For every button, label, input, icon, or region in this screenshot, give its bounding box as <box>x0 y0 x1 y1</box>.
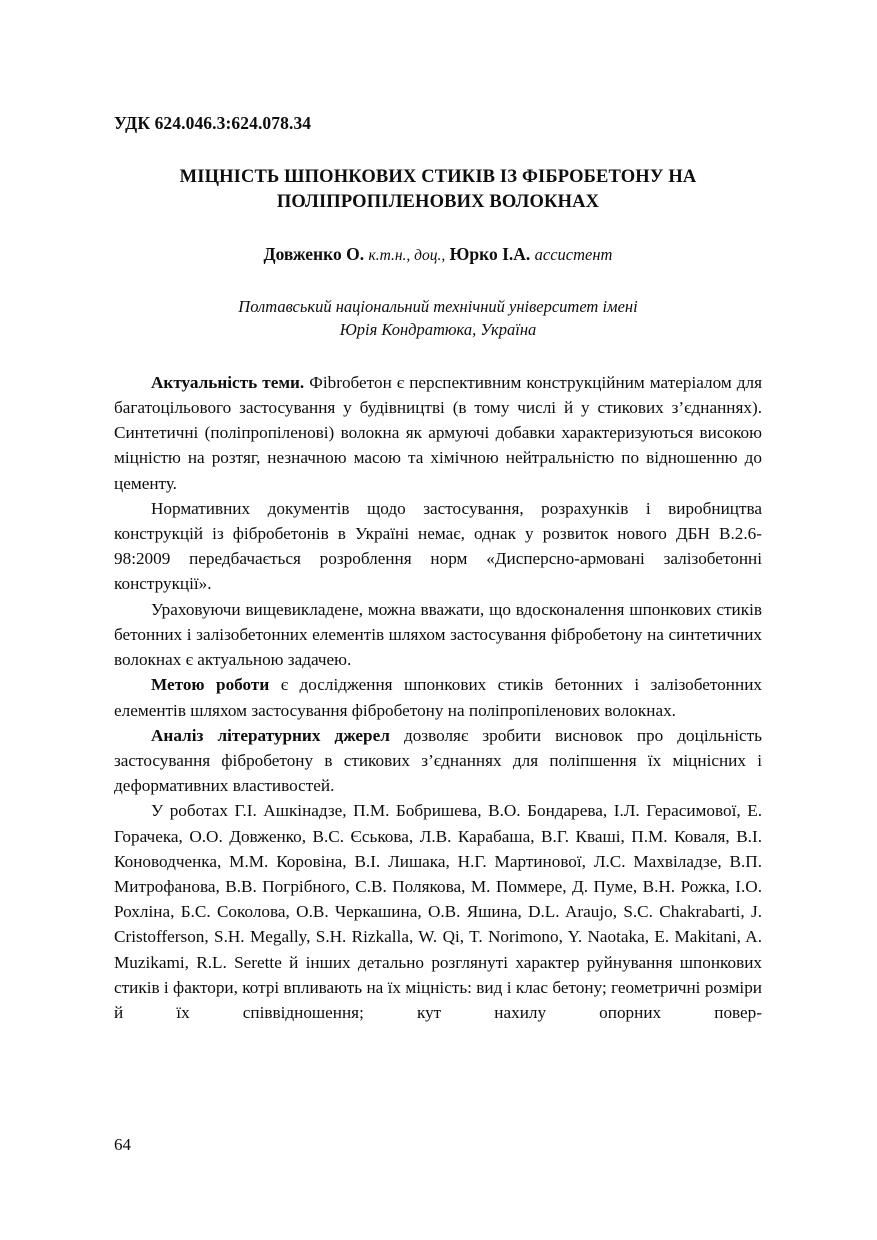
article-body <box>114 370 762 1025</box>
paragraph-researchers-list <box>114 798 762 1025</box>
author-1-degree: к.т.н., доц., <box>368 247 446 265</box>
paragraph-text-researchers: У роботах Г.І. Ашкінадзе, П.М. Бобришева, В.О. Бондарева, І.Л. Герасимової, Е. Горачека, О.О. Довженко, В.С. Єськова, Л.В. Карабаша, В.Г. Кваші, П.М. Коваля, В.І. Коноводченка, М.М. Коровіна, В.І. Лишака, Н.Г. Мартинової, Л.С. Махвіладзе, В.П. Митрофанова, В.В. Погрібного, С.В. Полякова, М. Поммере, Д. Пуме, В.Н. Рожка, І.О. Рохліна, Б.С. Соколова, О.В. Черкашина, О.В. Яшина, D.L. Araujo, S.C. Chakrabarti, J. Cristofferson, S.H. Megally, S.H. Rizkalla, W. Qi, T. Norimono, Y. Naotaka, E. Makitani, A. Muzikami, R.L. Serette й інших детально розглянуті характер руйнування шпонкових стиків і фактори, котрі впливають на їх міцність: вид і клас бетону; геометричні розміри й їх співвідношення; кут нахилу опорних повер- <box>114 801 762 1022</box>
author-byline <box>114 243 762 266</box>
paragraph-literature-analysis <box>114 723 762 799</box>
page-number: 64 <box>114 1135 131 1154</box>
page-content <box>114 113 762 1025</box>
article-title-line-2: ПОЛІПРОПІЛЕНОВИХ ВОЛОКНАХ <box>276 191 600 212</box>
author-2-degree: ассистент <box>534 245 613 265</box>
paragraph-lead-literature: Аналіз літературних джерел <box>151 725 390 745</box>
author-1-name: Довженко О. <box>263 244 365 265</box>
paragraph-text-conclusion-task: Ураховуючи вищевикладене, можна вважати, що вдосконалення шпонкових стиків бетонних і залізобетонних елементів шляхом застосування фібробетону на синтетичних волокнах є актуальною задачею. <box>114 599 762 670</box>
paragraph-text-goal: є дослідження шпонкових стиків бетонних і залізобетонних елементів шляхом застосування фібробетону на поліпропіленових волокнах. <box>114 675 762 720</box>
author-affiliation <box>114 296 762 342</box>
article-title <box>114 165 762 214</box>
paragraph-standards <box>114 496 762 597</box>
paragraph-relevance <box>114 370 762 496</box>
paragraph-text-relevance: Фіbroбетон є перспективним конструкційним матеріалом для багатоцільового застосування у будівництві (в тому числі й у стикових з’єднаннях). Синтетичні (поліпропіленові) волокна як армуючі добавки характеризуються високою міцністю на розтяг, незначною масою та хімічною нейтральністю по відношенню до цементу. <box>114 372 762 493</box>
paragraph-conclusion-task <box>114 597 762 673</box>
article-title-line-1: МІЦНІСТЬ ШПОНКОВИХ СТИКІВ ІЗ ФІБРОБЕТОНУ НА <box>179 167 697 187</box>
paragraph-text-standards: Нормативних документів щодо застосування, розрахунків і виробництва конструкцій із фібробетонів в Україні немає, однак у розвиток нового ДБН В.2.6-98:2009 передбачається розроблення норм «Дисперсно-армовані залізобетонні конструкції». <box>114 498 762 594</box>
affiliation-line-2: Юрія Кондратюка, Україна <box>339 320 537 340</box>
author-2-name: Юрко І.А. <box>449 244 531 265</box>
affiliation-line-1: Полтавський національний технічний університет імені <box>238 297 638 317</box>
paragraph-lead-relevance: Актуальність теми. <box>151 372 305 392</box>
paragraph-lead-goal: Метою роботи <box>151 675 270 695</box>
paragraph-text-literature: дозволяє зробити висновок про доцільність застосування фібробетону в стикових з’єднаннях для поліпшення їх міцнісних і деформативних властивостей. <box>114 725 762 796</box>
paragraph-goal <box>114 672 762 722</box>
udk-classification-line: УДК 624.046.3:624.078.34 <box>114 113 312 133</box>
